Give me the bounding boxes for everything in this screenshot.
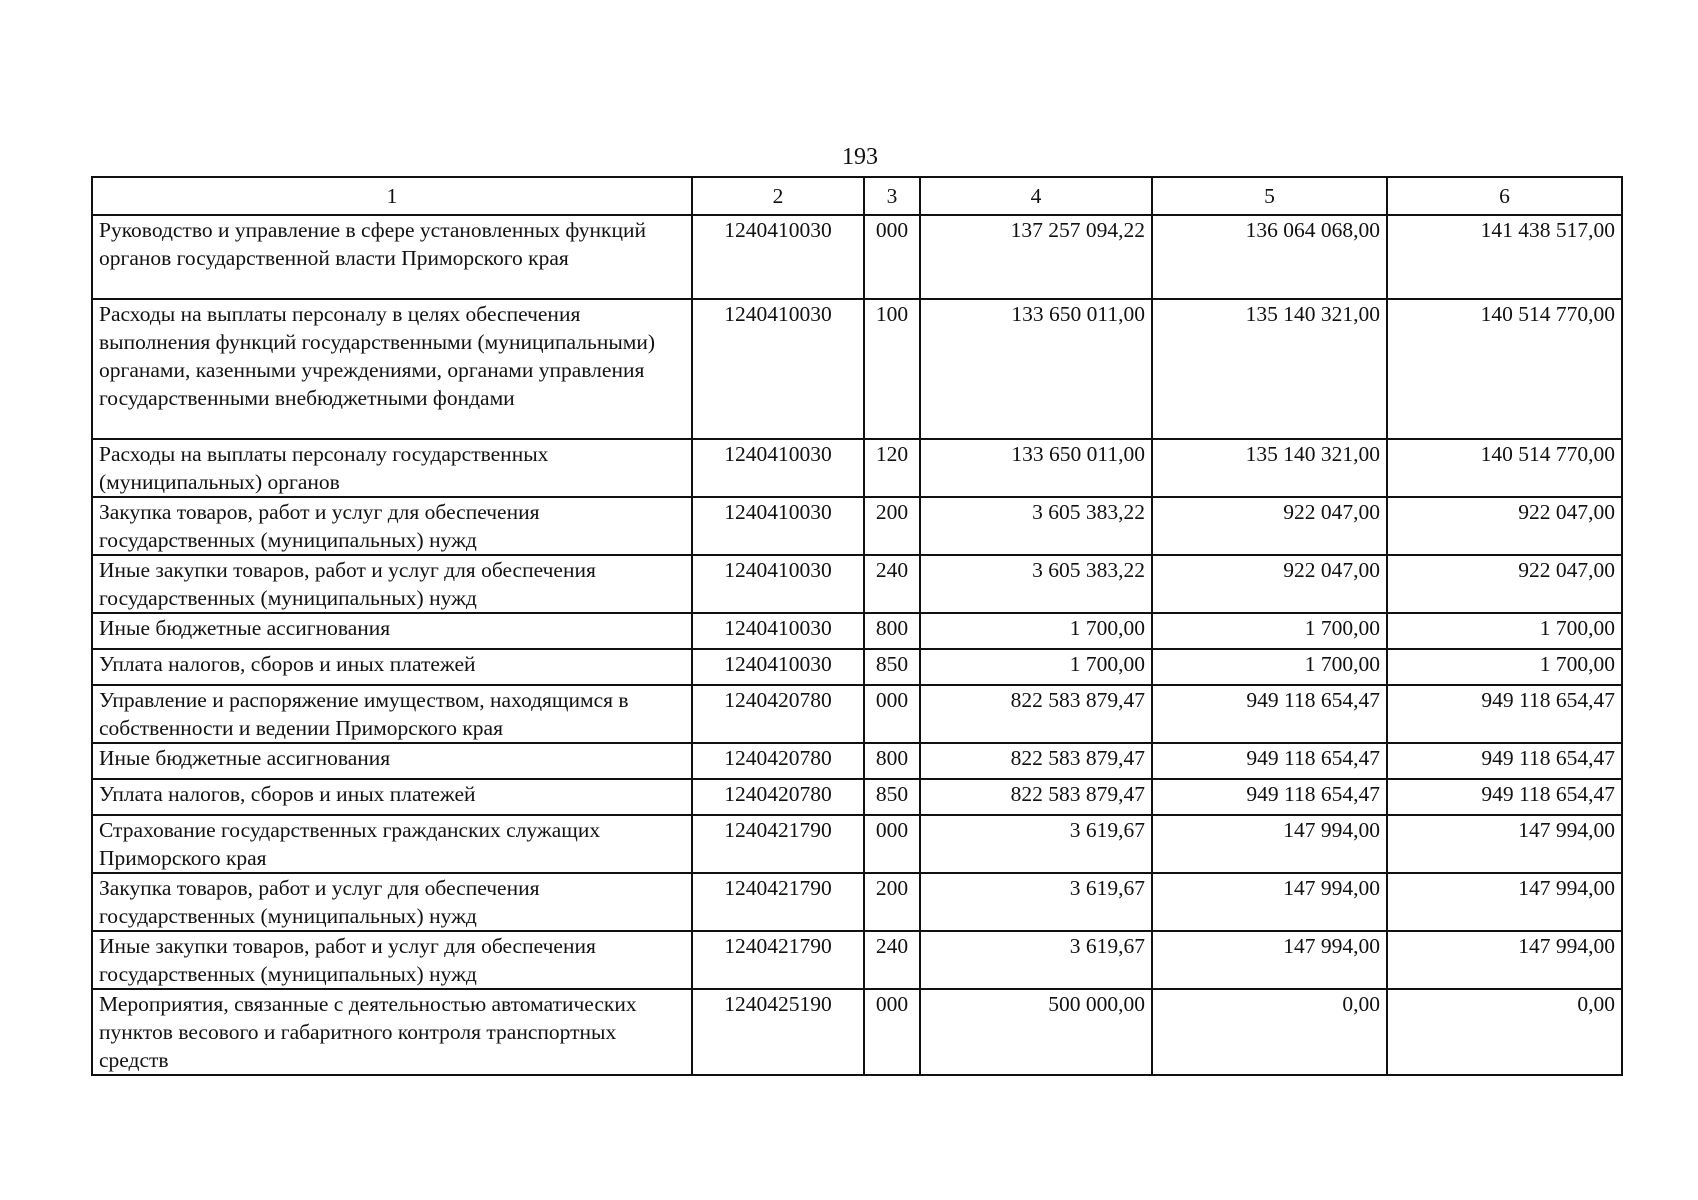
row-amount-col6: 140 514 770,00 [1387,439,1622,497]
row-expense-type: 000 [864,685,920,743]
row-expense-type: 850 [864,779,920,815]
table-row [92,439,1622,497]
table-row [92,743,1622,779]
row-name: Расходы на выплаты персоналу государственных (муниципальных) органов [92,439,692,497]
row-amount-col5: 147 994,00 [1152,873,1387,931]
row-expense-type: 000 [864,215,920,299]
row-code: 1240410030 [692,299,864,439]
row-expense-type: 200 [864,873,920,931]
column-header-5: 5 [1152,177,1387,215]
row-amount-col4: 822 583 879,47 [920,743,1152,779]
row-amount-col5: 949 118 654,47 [1152,779,1387,815]
row-code: 1240421790 [692,815,864,873]
row-code: 1240420780 [692,685,864,743]
table-row [92,779,1622,815]
table-row [92,685,1622,743]
budget-table [91,176,1623,1076]
row-expense-type: 100 [864,299,920,439]
row-amount-col4: 1 700,00 [920,613,1152,649]
row-code: 1240410030 [692,215,864,299]
row-name: Расходы на выплаты персоналу в целях обеспечения выполнения функций государственными (муниципальными) органами, казенными учреждениями, органами управления государственными внебюджетными фондами [92,299,692,439]
row-amount-col5: 147 994,00 [1152,931,1387,989]
row-name: Уплата налогов, сборов и иных платежей [92,649,692,685]
row-amount-col6: 1 700,00 [1387,613,1622,649]
table-row [92,497,1622,555]
row-amount-col5: 135 140 321,00 [1152,299,1387,439]
table-header-row [92,177,1622,215]
row-amount-col6: 949 118 654,47 [1387,743,1622,779]
row-amount-col5: 949 118 654,47 [1152,685,1387,743]
row-name: Закупка товаров, работ и услуг для обеспечения государственных (муниципальных) нужд [92,497,692,555]
table-row [92,555,1622,613]
row-code: 1240410030 [692,613,864,649]
row-amount-col6: 1 700,00 [1387,649,1622,685]
row-amount-col4: 3 619,67 [920,815,1152,873]
table-row [92,931,1622,989]
row-amount-col6: 147 994,00 [1387,873,1622,931]
row-expense-type: 000 [864,815,920,873]
row-amount-col5: 135 140 321,00 [1152,439,1387,497]
row-name: Страхование государственных гражданских служащих Приморского края [92,815,692,873]
row-name: Руководство и управление в сфере установленных функций органов государственной власти Приморского края [92,215,692,299]
row-amount-col4: 3 605 383,22 [920,555,1152,613]
row-amount-col5: 922 047,00 [1152,555,1387,613]
row-amount-col6: 949 118 654,47 [1387,779,1622,815]
row-code: 1240420780 [692,779,864,815]
row-name: Иные бюджетные ассигнования [92,743,692,779]
row-amount-col4: 3 619,67 [920,931,1152,989]
row-amount-col4: 137 257 094,22 [920,215,1152,299]
row-name: Мероприятия, связанные с деятельностью автоматических пунктов весового и габаритного контроля транспортных средств [92,989,692,1075]
row-amount-col6: 141 438 517,00 [1387,215,1622,299]
row-amount-col4: 3 605 383,22 [920,497,1152,555]
row-amount-col6: 147 994,00 [1387,815,1622,873]
row-name: Иные закупки товаров, работ и услуг для обеспечения государственных (муниципальных) нужд [92,555,692,613]
column-header-1: 1 [92,177,692,215]
row-code: 1240410030 [692,497,864,555]
table-row [92,613,1622,649]
row-expense-type: 850 [864,649,920,685]
row-expense-type: 200 [864,497,920,555]
row-amount-col6: 922 047,00 [1387,555,1622,613]
table-row [92,649,1622,685]
row-amount-col5: 922 047,00 [1152,497,1387,555]
row-amount-col6: 147 994,00 [1387,931,1622,989]
row-amount-col4: 822 583 879,47 [920,779,1152,815]
row-amount-col5: 1 700,00 [1152,613,1387,649]
row-name: Управление и распоряжение имуществом, находящимся в собственности и ведении Приморского края [92,685,692,743]
row-code: 1240421790 [692,873,864,931]
row-amount-col6: 949 118 654,47 [1387,685,1622,743]
column-header-4: 4 [920,177,1152,215]
row-code: 1240410030 [692,439,864,497]
row-amount-col5: 147 994,00 [1152,815,1387,873]
row-amount-col6: 0,00 [1387,989,1622,1075]
column-header-6: 6 [1387,177,1622,215]
row-amount-col5: 0,00 [1152,989,1387,1075]
row-name: Закупка товаров, работ и услуг для обеспечения государственных (муниципальных) нужд [92,873,692,931]
row-amount-col6: 140 514 770,00 [1387,299,1622,439]
row-expense-type: 800 [864,613,920,649]
row-code: 1240420780 [692,743,864,779]
table-row [92,989,1622,1075]
table-row [92,815,1622,873]
table-row [92,215,1622,299]
row-expense-type: 000 [864,989,920,1075]
row-expense-type: 240 [864,555,920,613]
row-amount-col4: 1 700,00 [920,649,1152,685]
row-amount-col6: 922 047,00 [1387,497,1622,555]
row-amount-col5: 136 064 068,00 [1152,215,1387,299]
row-code: 1240410030 [692,649,864,685]
row-expense-type: 120 [864,439,920,497]
row-name: Уплата налогов, сборов и иных платежей [92,779,692,815]
row-name: Иные закупки товаров, работ и услуг для обеспечения государственных (муниципальных) нужд [92,931,692,989]
row-code: 1240421790 [692,931,864,989]
row-code: 1240410030 [692,555,864,613]
row-amount-col4: 133 650 011,00 [920,439,1152,497]
row-amount-col4: 3 619,67 [920,873,1152,931]
column-header-3: 3 [864,177,920,215]
row-amount-col4: 133 650 011,00 [920,299,1152,439]
table-row [92,299,1622,439]
page-number: 193 [842,144,878,170]
column-header-2: 2 [692,177,864,215]
row-name: Иные бюджетные ассигнования [92,613,692,649]
table-row [92,873,1622,931]
row-expense-type: 240 [864,931,920,989]
row-code: 1240425190 [692,989,864,1075]
row-amount-col5: 1 700,00 [1152,649,1387,685]
row-amount-col5: 949 118 654,47 [1152,743,1387,779]
row-amount-col4: 822 583 879,47 [920,685,1152,743]
row-expense-type: 800 [864,743,920,779]
row-amount-col4: 500 000,00 [920,989,1152,1075]
